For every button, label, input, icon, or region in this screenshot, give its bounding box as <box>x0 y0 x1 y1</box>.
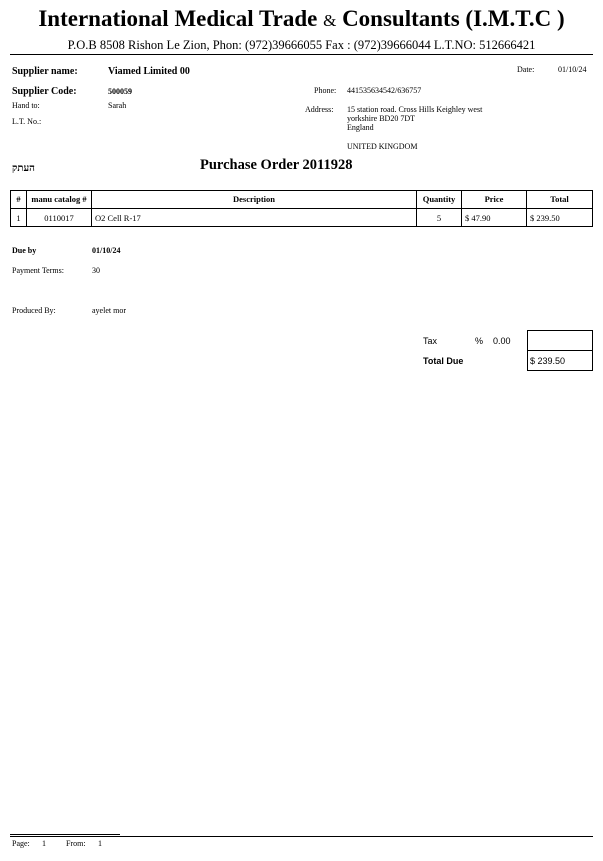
total-due-label: Total Due <box>423 355 464 366</box>
address-line-1: 15 station road. Cross Hills Keighley west <box>347 105 483 114</box>
cell-catalog: 0110017 <box>27 209 92 227</box>
tax-amount <box>528 331 593 351</box>
footer-short-divider <box>10 834 120 835</box>
cell-total: $ 239.50 <box>527 209 593 227</box>
table-header-row <box>11 191 593 209</box>
date-value: 01/10/24 <box>558 65 587 74</box>
address-label: Address: <box>305 105 334 114</box>
address-block <box>347 105 482 132</box>
lt-no-label: L.T. No.: <box>12 117 42 126</box>
header-divider <box>10 54 593 55</box>
payment-terms-value: 30 <box>92 266 100 275</box>
purchase-order-title: Purchase Order 2011928 <box>200 157 353 173</box>
total-due-value: $ 239.50 <box>528 351 593 371</box>
col-header-description: Description <box>92 191 417 209</box>
copy-mark: העתק <box>12 163 35 174</box>
company-name-part2: Consultants (I.M.T.C ) <box>342 6 565 31</box>
col-header-num: # <box>11 191 27 209</box>
col-header-price: Price <box>462 191 527 209</box>
from-label: From: <box>66 839 86 848</box>
produced-by-value: ayelet mor <box>92 306 126 315</box>
tax-row <box>421 331 593 351</box>
footer-divider <box>10 836 593 837</box>
supplier-code-value: 500059 <box>108 87 132 96</box>
from-number: 1 <box>98 839 102 848</box>
tax-label: Tax <box>423 335 438 346</box>
date-label: Date: <box>517 65 535 74</box>
supplier-code-label: Supplier Code: <box>12 86 77 97</box>
due-by-value: 01/10/24 <box>92 246 121 255</box>
hand-to-label: Hand to: <box>12 101 40 110</box>
tax-percent-sign: % <box>475 335 484 346</box>
hand-to-value: Sarah <box>108 101 127 110</box>
cell-description: O2 Cell R-17 <box>92 209 417 227</box>
table-row <box>11 209 593 227</box>
totals-table <box>421 330 593 371</box>
address-line-2: yorkshire BD20 7DT <box>347 114 415 123</box>
cell-price: $ 47.90 <box>462 209 527 227</box>
address-line-3: England <box>347 123 374 132</box>
supplier-name-label: Supplier name: <box>12 66 78 77</box>
supplier-name-value: Viamed Limited 00 <box>108 66 190 77</box>
produced-by-label: Produced By: <box>12 306 56 315</box>
phone-value: 441535634542/636757 <box>347 86 422 95</box>
tax-rate: 0.00 <box>493 335 511 346</box>
payment-terms-label: Payment Terms: <box>12 266 64 275</box>
company-name <box>0 6 603 32</box>
col-header-total: Total <box>527 191 593 209</box>
col-header-quantity: Quantity <box>417 191 462 209</box>
company-name-part1: International Medical Trade <box>38 6 318 31</box>
page-number: 1 <box>42 839 46 848</box>
page-label: Page: <box>12 839 30 848</box>
due-by-label: Due by <box>12 246 37 255</box>
company-name-ampersand: & <box>323 11 337 30</box>
col-header-catalog: manu catalog # <box>27 191 92 209</box>
cell-num: 1 <box>11 209 27 227</box>
phone-label: Phone: <box>314 86 337 95</box>
items-table <box>10 190 593 227</box>
address-country: UNITED KINGDOM <box>347 142 418 151</box>
company-contact-line: P.O.B 8508 Rishon Le Zion, Phon: (972)39666055 Fax : (972)39666044 L.T.NO: 512666421 <box>67 38 536 52</box>
total-due-row <box>421 351 593 371</box>
cell-quantity: 5 <box>417 209 462 227</box>
